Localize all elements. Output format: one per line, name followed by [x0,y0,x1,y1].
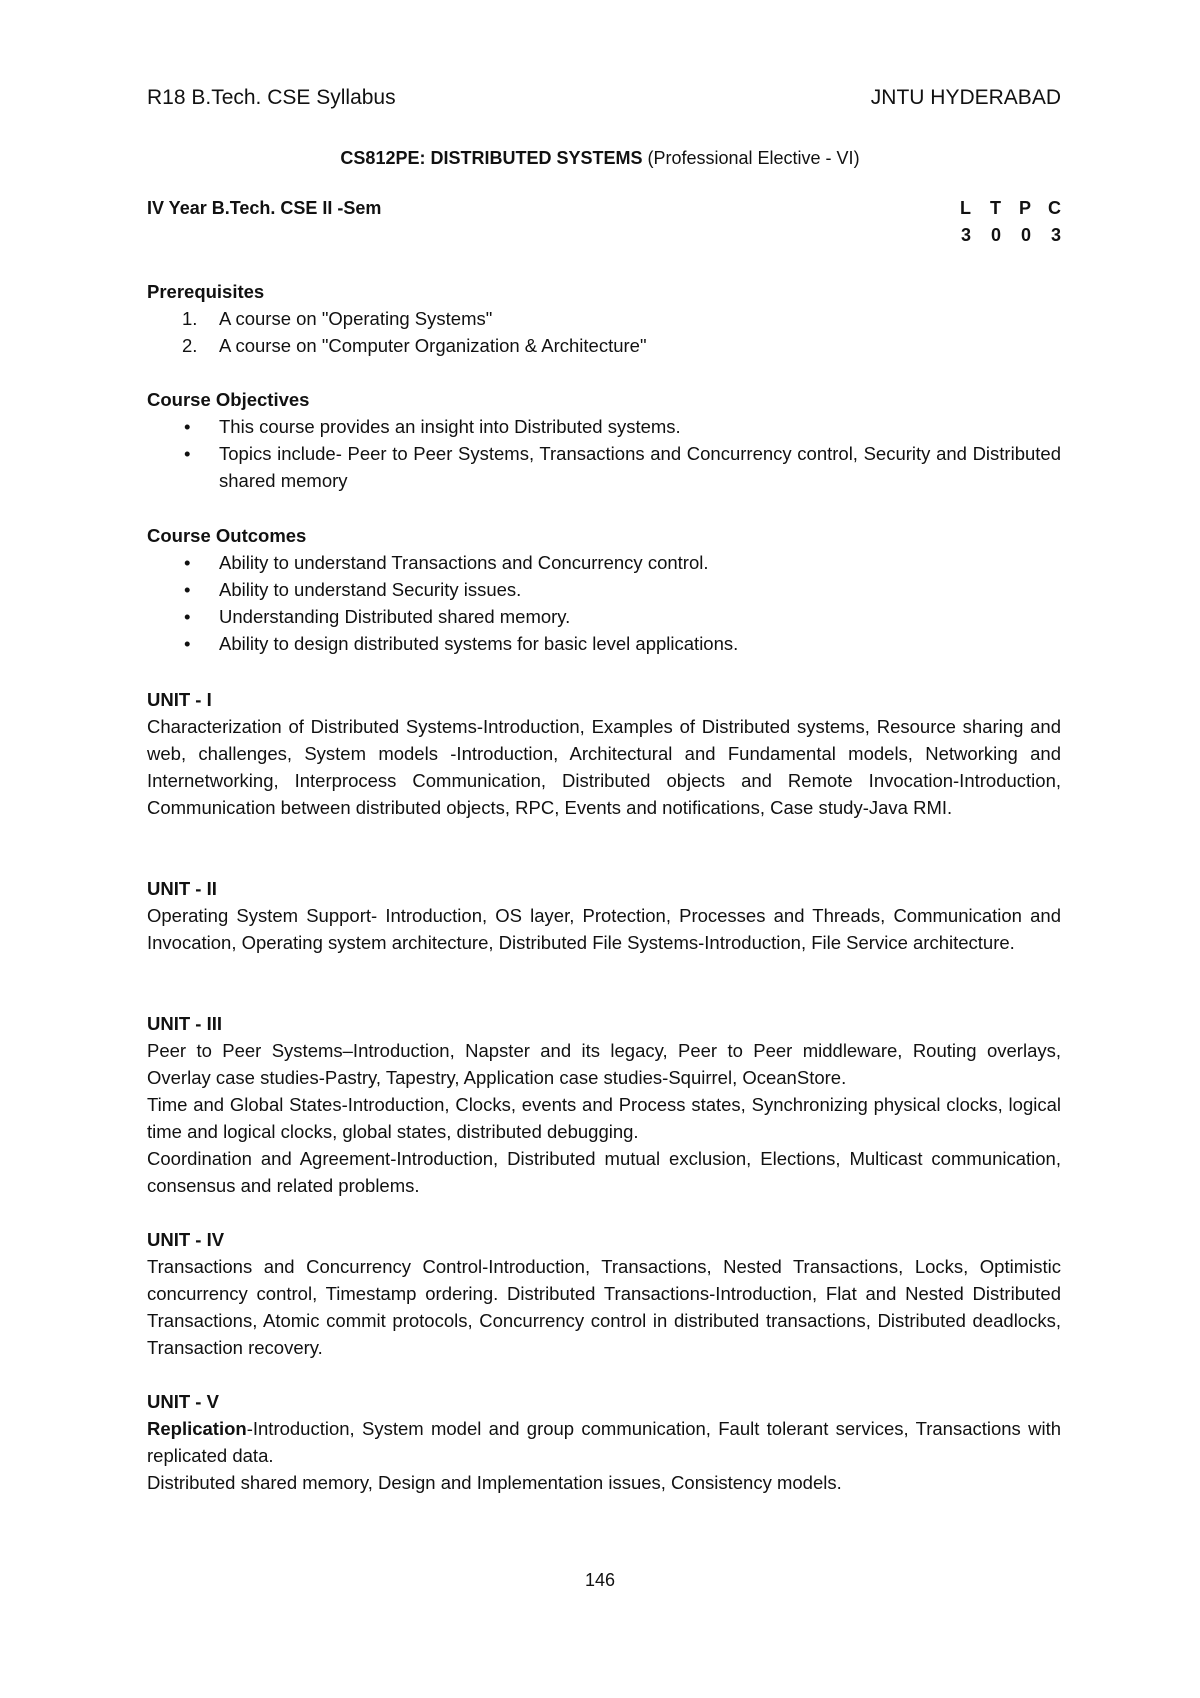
ltpc-value: 3 [1050,225,1061,245]
outcomes-list [147,549,1061,657]
page-number: 146 [584,1570,616,1590]
ltpc-label: P [1018,198,1031,218]
header-right: JNTU HYDERABAD [870,86,1061,109]
unit-1-section [147,686,1061,821]
prerequisites-heading: Prerequisites [147,281,265,302]
unit-paragraph: Coordination and Agreement-Introduction, Distributed mutual exclusion, Elections, Multicast communication, consensus and related problems. [147,1148,1061,1196]
replication-text: -Introduction, System model and group communication, Fault tolerant services, Transactions with replicated data. [147,1418,1061,1466]
year-semester: IV Year B.Tech. CSE II -Sem [147,198,382,218]
header-left: R18 B.Tech. CSE Syllabus [147,86,396,109]
list-item: • Understanding Distributed shared memory. [147,603,1061,630]
outcomes-section [147,522,1061,657]
list-item-text: A course on "Computer Organization & Architecture" [219,335,647,356]
ltpc-value: 0 [1020,225,1031,245]
replication-term: Replication [147,1418,247,1439]
list-item-text: A course on "Operating Systems" [219,308,493,329]
unit-paragraph [147,1415,1061,1469]
year-semester-row [147,198,1061,246]
list-item: • Topics include- Peer to Peer Systems, Transactions and Concurrency control, Security and Distributed shared memory [147,440,1061,494]
unit-paragraph: Transactions and Concurrency Control-Introduction, Transactions, Nested Transactions, Locks, Optimistic concurrency control, Timestamp ordering. Distributed Transactions-Introduction, Flat and Nested Distributed Transactions, Atomic commit protocols, Concurrency control in distributed transactions, Distributed deadlocks, Transaction recovery. [147,1256,1061,1358]
unit-paragraph: Time and Global States-Introduction, Clocks, events and Process states, Synchronizing physical clocks, logical time and logical clocks, global states, distributed debugging. [147,1094,1061,1142]
ltpc-value: 3 [960,225,971,245]
page-header [147,86,1061,110]
unit-paragraph: Characterization of Distributed Systems-Introduction, Examples of Distributed systems, Resource sharing and web, challenges, System models -Introduction, Architectural and Fundamental models, Networking and Internetworking, Interprocess Communication, Distributed objects and Remote Invocation-Introduction, Communication between distributed objects, RPC, Events and notifications, Case study-Java RMI. [147,716,1061,818]
prerequisites-section [147,278,1061,359]
ltpc-table [941,198,1061,246]
unit-paragraph: Operating System Support- Introduction, OS layer, Protection, Processes and Threads, Communication and Invocation, Operating system architecture, Distributed File Systems-Introduction, File Service architecture. [147,905,1061,953]
unit-4-section [147,1226,1061,1361]
unit-5-section [147,1388,1061,1496]
unit-paragraph: Peer to Peer Systems–Introduction, Napster and its legacy, Peer to Peer middleware, Routing overlays, Overlay case studies-Pastry, Tapestry, Application case studies-Squirrel, OceanStore. [147,1040,1061,1088]
ltpc-label: C [1048,198,1061,218]
unit-3-section [147,1010,1061,1199]
list-number: 1. [182,308,198,329]
list-item [147,332,1061,359]
ltpc-label: T [990,198,1001,218]
unit-heading: UNIT - III [147,1013,223,1034]
unit-heading: UNIT - I [147,689,212,710]
list-item: • This course provides an insight into Distributed systems. [147,413,1061,440]
ltpc-value: 0 [990,225,1001,245]
objectives-heading: Course Objectives [147,389,310,410]
unit-heading: UNIT - IV [147,1229,225,1250]
unit-2-section [147,875,1061,956]
unit-heading: UNIT - V [147,1391,219,1412]
course-elective: (Professional Elective - VI) [642,148,860,168]
unit-paragraph: Distributed shared memory, Design and Implementation issues, Consistency models. [147,1472,842,1493]
objectives-list [147,413,1061,494]
list-number: 2. [182,335,198,356]
course-title [0,148,1200,169]
list-item: • Ability to understand Security issues. [147,576,1061,603]
unit-heading: UNIT - II [147,878,217,899]
course-code-name: CS812PE: DISTRIBUTED SYSTEMS [340,148,643,168]
list-item: • Ability to understand Transactions and Concurrency control. [147,549,1061,576]
objectives-section [147,386,1061,494]
ltpc-label: L [960,198,971,218]
prerequisites-list [147,305,1061,359]
outcomes-heading: Course Outcomes [147,525,307,546]
list-item: • Ability to design distributed systems for basic level applications. [147,630,1061,657]
list-item [147,305,1061,332]
